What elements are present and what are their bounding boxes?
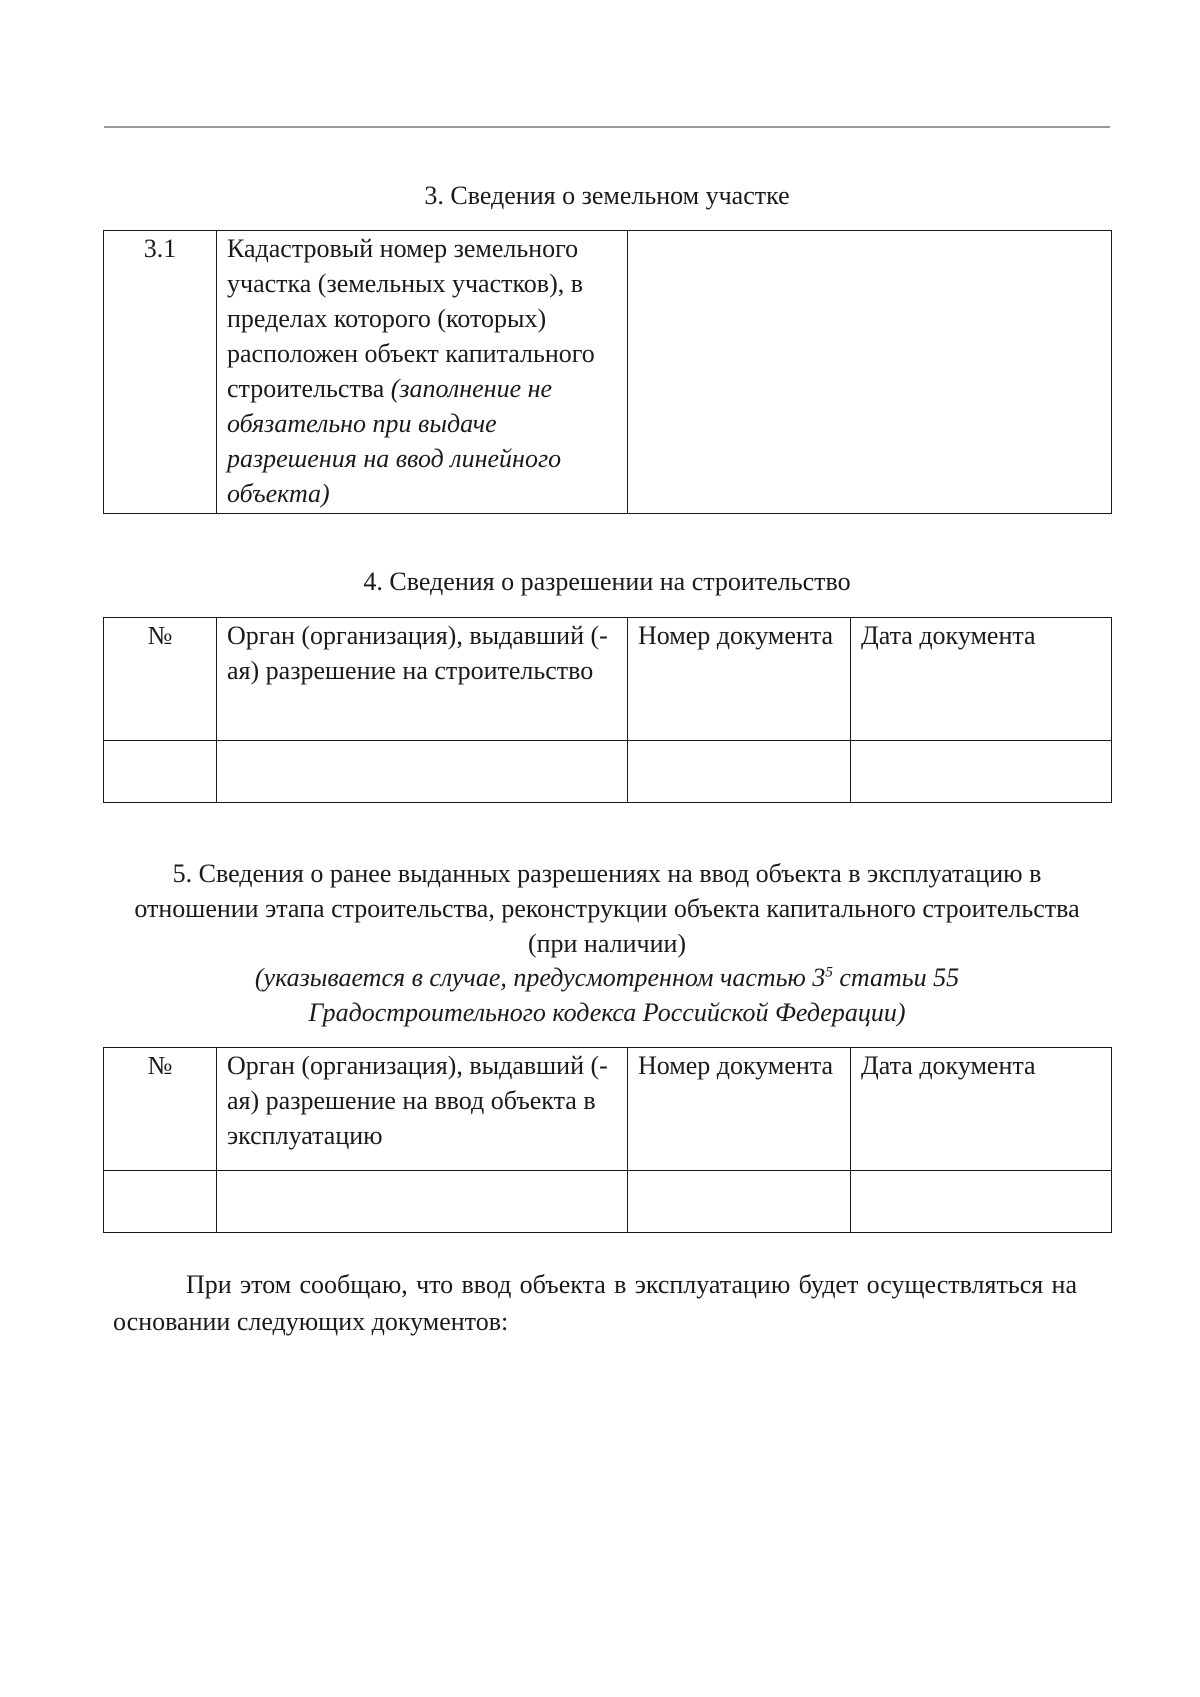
table-row xyxy=(104,741,1112,803)
cell-organ[interactable] xyxy=(217,741,628,803)
label-text: Кадастровый номер земельного участка (земельных участков), в пределах которого (которых) расположен объект капитального строительства xyxy=(227,234,595,403)
cell-number[interactable] xyxy=(104,1171,217,1233)
row-number: 3.1 xyxy=(104,231,217,514)
header-doc-date: Дата документа xyxy=(851,618,1112,741)
label-note: (заполнение не обязательно при выдаче разрешения на ввод линейного объекта) xyxy=(227,374,562,508)
section-5-heading: 5. Сведения о ранее выданных разрешениях на ввод объекта в эксплуатацию в отношении этапа строительства, реконструкции объекта капитального строительства (при наличии) xyxy=(134,859,1080,958)
section-3-heading: 3. Сведения о земельном участке xyxy=(424,181,790,210)
table-header-row xyxy=(104,618,1112,741)
header-organ: Орган (организация), выдавший (-ая) разрешение на строительство xyxy=(217,618,628,741)
header-number: № xyxy=(104,1048,217,1171)
table-row xyxy=(104,1171,1112,1233)
cell-doc-number[interactable] xyxy=(628,741,851,803)
header-number: № xyxy=(104,618,217,741)
cadastral-number-field[interactable] xyxy=(628,231,1112,514)
top-divider xyxy=(104,126,1110,128)
cell-doc-number[interactable] xyxy=(628,1171,851,1233)
cell-number[interactable] xyxy=(104,741,217,803)
cell-organ[interactable] xyxy=(217,1171,628,1233)
header-doc-date: Дата документа xyxy=(851,1048,1112,1171)
land-plot-table xyxy=(103,230,1112,514)
header-doc-number: Номер документа xyxy=(628,618,851,741)
previous-permits-table xyxy=(103,1047,1112,1233)
note-text-2: статьи 55 Градостроительного кодекса Российской Федерации) xyxy=(308,963,960,1027)
cell-doc-date[interactable] xyxy=(851,741,1112,803)
section-4-heading: 4. Сведения о разрешении на строительство xyxy=(363,567,851,596)
table-row xyxy=(104,231,1112,514)
closing-text: При этом сообщаю, что ввод объекта в эксплуатацию будет осуществляться на основании следующих документов: xyxy=(113,1270,1077,1336)
header-organ: Орган (организация), выдавший (-ая) разрешение на ввод объекта в эксплуатацию xyxy=(217,1048,628,1171)
construction-permit-table xyxy=(103,617,1112,803)
header-doc-number: Номер документа xyxy=(628,1048,851,1171)
cell-doc-date[interactable] xyxy=(851,1171,1112,1233)
note-text-1: (указывается в случае, предусмотренном частью 3 xyxy=(254,963,826,992)
closing-paragraph xyxy=(113,1266,1077,1340)
table-header-row xyxy=(104,1048,1112,1171)
cadastral-number-label xyxy=(217,231,628,514)
section-5-note xyxy=(214,960,1000,1030)
note-superscript: 5 xyxy=(825,964,833,981)
